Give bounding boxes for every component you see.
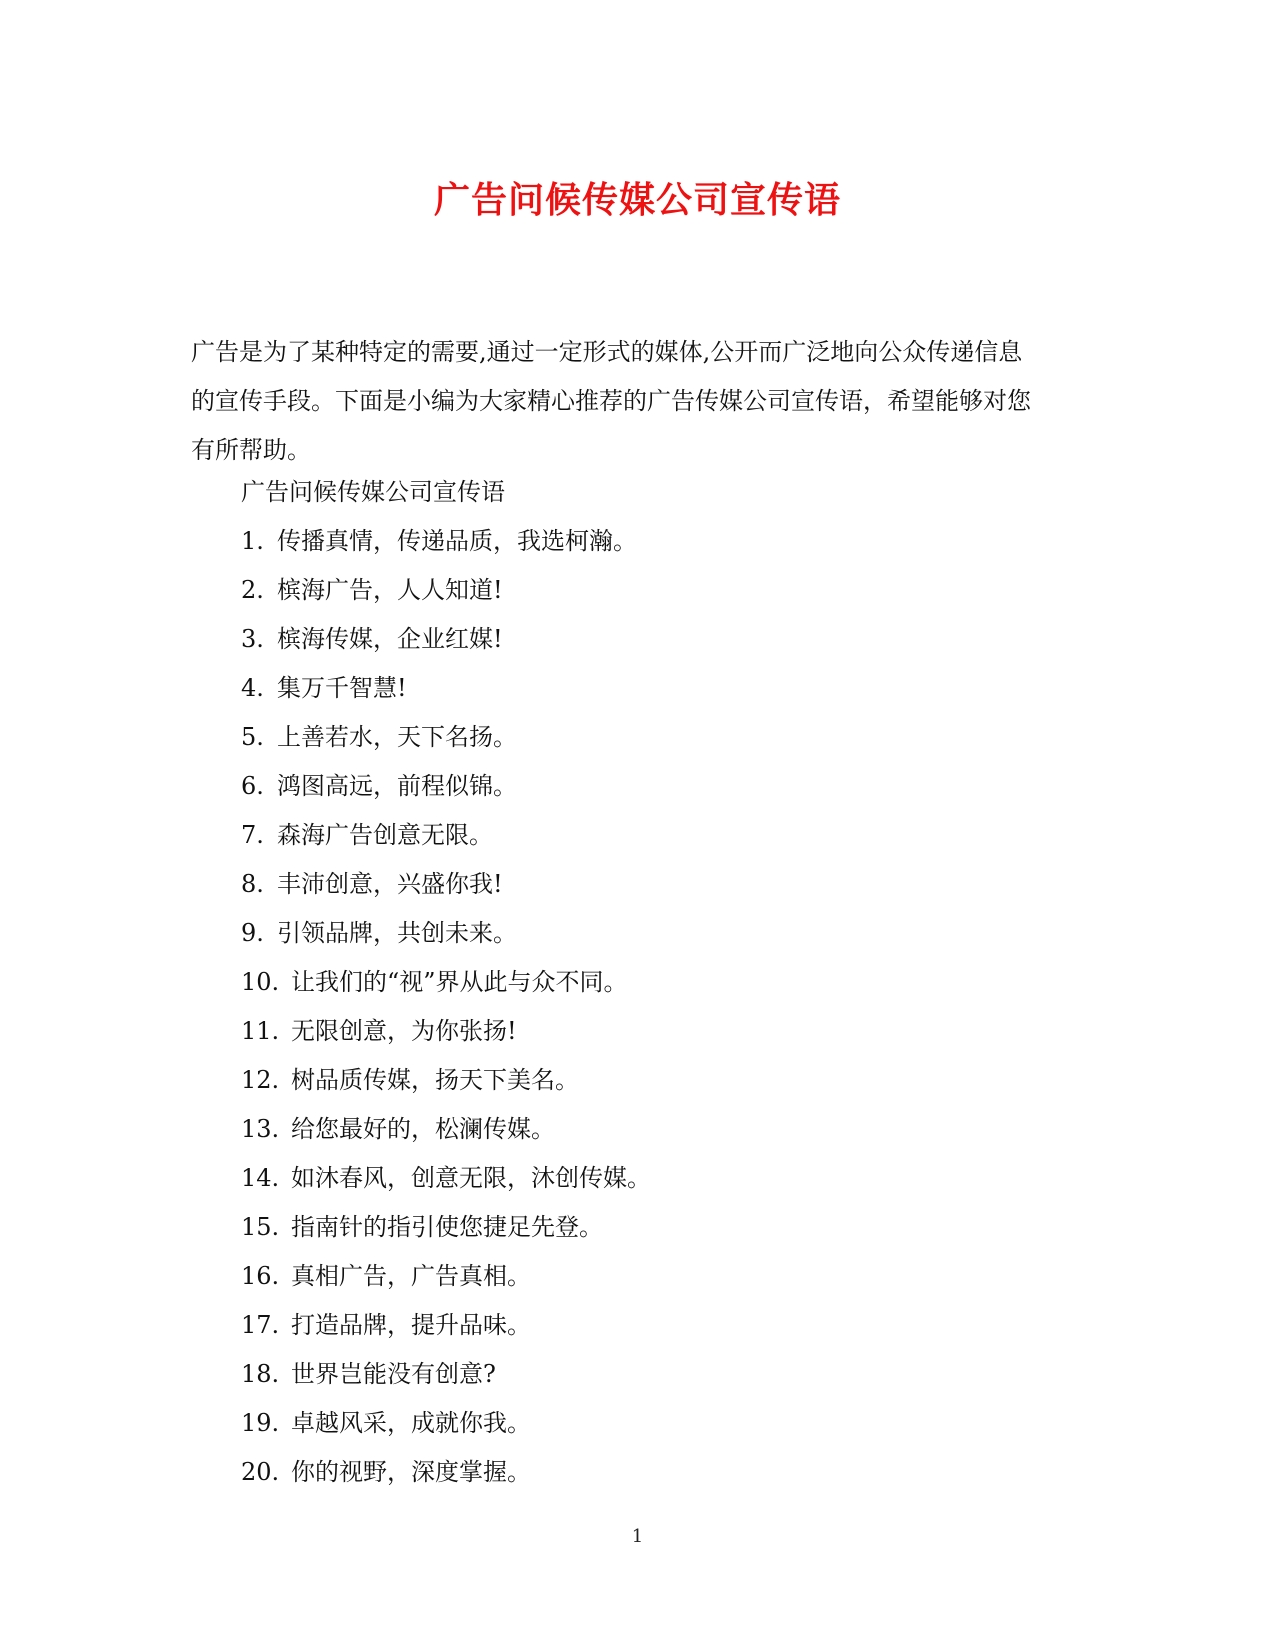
item-text: 你的视野，深度掌握。 — [291, 1458, 531, 1486]
item-number: 16. — [241, 1262, 280, 1290]
list-item — [241, 1065, 651, 1114]
item-text: 让我们的“视”界从此与众不同。 — [291, 968, 628, 996]
list-item — [241, 673, 651, 722]
item-text: 无限创意，为你张扬! — [291, 1017, 517, 1045]
item-number: 12. — [241, 1066, 280, 1094]
item-text: 上善若水，天下名扬。 — [277, 723, 517, 751]
item-text: 槟海传媒，企业红媒! — [277, 625, 503, 653]
list-item — [241, 624, 651, 673]
list-item — [241, 1457, 651, 1506]
page-number: 1 — [631, 1526, 644, 1547]
item-number: 4. — [241, 674, 264, 702]
list-item — [241, 869, 651, 918]
list-item — [241, 1261, 651, 1310]
item-number: 2. — [241, 576, 264, 604]
list-item — [241, 1212, 651, 1261]
list-item — [241, 1408, 651, 1457]
list-item — [241, 526, 651, 575]
item-number: 7. — [241, 821, 264, 849]
list-item — [241, 1114, 651, 1163]
list-item — [241, 820, 651, 869]
item-number: 8. — [241, 870, 264, 898]
list-item — [241, 1163, 651, 1212]
intro-line: 有所帮助。 — [191, 436, 311, 464]
item-number: 11. — [241, 1017, 280, 1045]
item-number: 5. — [241, 723, 264, 751]
item-number: 14. — [241, 1164, 280, 1192]
item-number: 10. — [241, 968, 280, 996]
item-text: 丰沛创意，兴盛你我! — [277, 870, 503, 898]
list-item — [241, 1310, 651, 1359]
item-text: 集万千智慧! — [277, 674, 407, 702]
item-number: 19. — [241, 1409, 280, 1437]
item-number: 13. — [241, 1115, 280, 1143]
item-text: 鸿图高远，前程似锦。 — [277, 772, 517, 800]
item-number: 6. — [241, 772, 264, 800]
list-item — [241, 967, 651, 1016]
list-item — [241, 575, 651, 624]
item-text: 森海广告创意无限。 — [277, 821, 493, 849]
document-title: 广告问候传媒公司宣传语 — [433, 179, 841, 221]
item-number: 17. — [241, 1311, 280, 1339]
item-number: 20. — [241, 1458, 280, 1486]
list-item — [241, 918, 651, 967]
list-item — [241, 722, 651, 771]
item-text: 卓越风采，成就你我。 — [291, 1409, 531, 1437]
intro-paragraph — [191, 328, 1071, 475]
item-number: 9. — [241, 919, 264, 947]
intro-line: 广告是为了某种特定的需要,通过一定形式的媒体,公开而广泛地向公众传递信息 — [191, 338, 1023, 366]
item-text: 树品质传媒，扬天下美名。 — [291, 1066, 579, 1094]
section-heading: 广告问候传媒公司宣传语 — [241, 478, 505, 506]
item-text: 如沐春风，创意无限，沐创传媒。 — [291, 1164, 651, 1192]
item-number: 3. — [241, 625, 264, 653]
item-text: 传播真情，传递品质，我选柯瀚。 — [277, 527, 637, 555]
item-text: 真相广告，广告真相。 — [291, 1262, 531, 1290]
list-item — [241, 1359, 651, 1408]
intro-line: 的宣传手段。下面是小编为大家精心推荐的广告传媒公司宣传语，希望能够对您 — [191, 387, 1031, 415]
item-text: 指南针的指引使您捷足先登。 — [291, 1213, 603, 1241]
slogan-list — [241, 526, 651, 1506]
item-number: 15. — [241, 1213, 280, 1241]
item-number: 18. — [241, 1360, 280, 1388]
list-item — [241, 1016, 651, 1065]
list-item — [241, 771, 651, 820]
item-text: 引领品牌，共创未来。 — [277, 919, 517, 947]
item-text: 打造品牌，提升品味。 — [291, 1311, 531, 1339]
item-text: 给您最好的，松澜传媒。 — [291, 1115, 555, 1143]
item-text: 世界岂能没有创意? — [291, 1360, 496, 1388]
item-number: 1. — [241, 527, 264, 555]
item-text: 槟海广告，人人知道! — [277, 576, 503, 604]
